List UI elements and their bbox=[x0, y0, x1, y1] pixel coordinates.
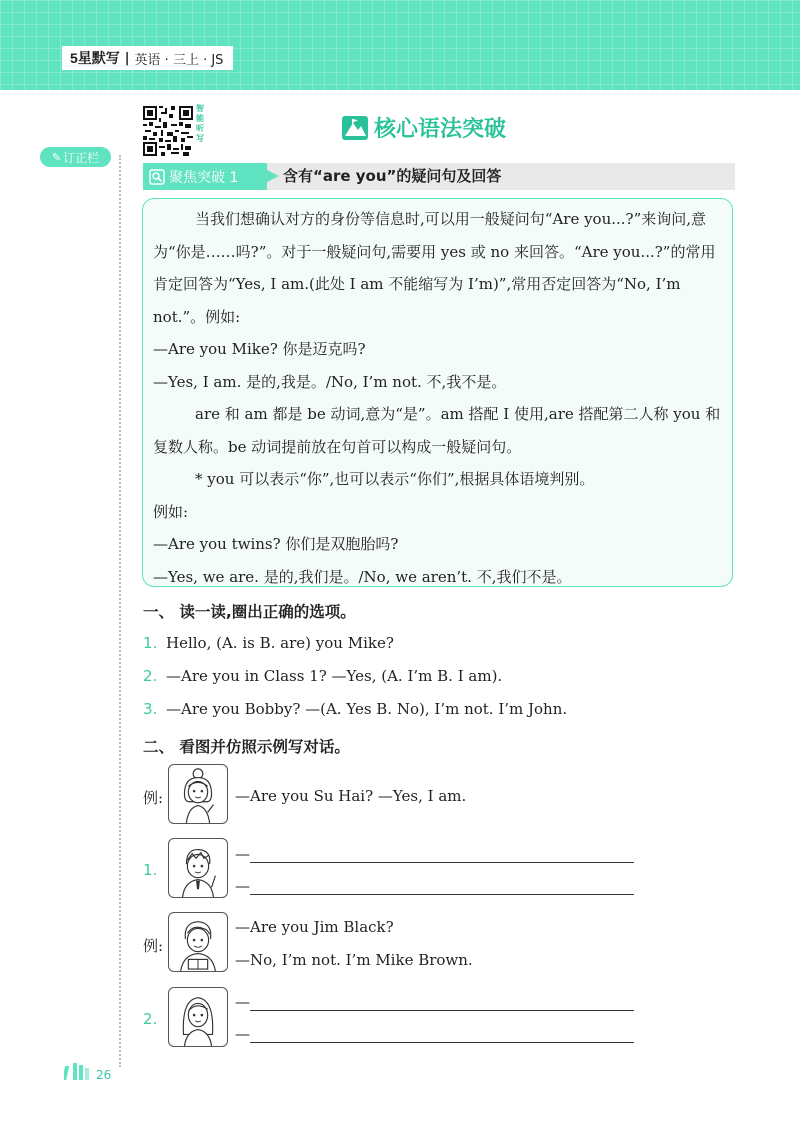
example-1-dialogue: —Are you Su Hai? —Yes, I am. bbox=[235, 787, 467, 805]
boy-icon bbox=[169, 839, 227, 897]
boy-portrait-image bbox=[168, 838, 228, 898]
answer-line[interactable] bbox=[250, 894, 634, 895]
dialogue-dash: — bbox=[235, 1025, 250, 1043]
magnifier-icon bbox=[149, 169, 165, 185]
item-number: 3. bbox=[143, 700, 158, 718]
example-label: 例: bbox=[143, 789, 164, 807]
grammar-example-2-question: —Are you twins? 你们是双胞胎吗? bbox=[153, 535, 399, 553]
exercise-1-heading: 一、 读一读,圈出正确的选项。 bbox=[143, 603, 356, 621]
series-separator: | bbox=[124, 50, 130, 66]
qr-side-label: 智能听写 bbox=[196, 104, 204, 143]
grammar-example-2-answer: —Yes, we are. 是的,我们是。/No, we aren’t. 不,我们不是。 bbox=[153, 567, 572, 586]
grammar-note: * you 可以表示“你”,也可以表示“你们”,根据具体语境判别。 bbox=[195, 470, 595, 488]
correction-column-tag bbox=[40, 147, 111, 167]
grammar-box bbox=[142, 198, 733, 587]
grammar-paragraph-2: are 和 am 都是 be 动词,意为“是”。am 搭配 I 使用,are 搭配第二人称 you 和复数人称。be 动词提前放在句首可以构成一般疑问句。 bbox=[153, 405, 721, 456]
item-text[interactable]: —Are you in Class 1? —Yes, (A. I’m B. I am). bbox=[166, 667, 503, 685]
girl-long-hair-icon bbox=[169, 988, 227, 1046]
grammar-paragraph-1: 当我们想确认对方的身份等信息时,可以用一般疑问句“Are you...?”来询问,意为“你是……吗?”。对于一般疑问句,需要用 yes 或 no 来回答。“Are you...?”的常用肯定回答为“Yes, I am.(此处 I am 不能缩写为 I’m)”,常用否定回答为“No, I’m not.”。例如: bbox=[153, 210, 716, 326]
girl-portrait-image bbox=[168, 764, 228, 824]
item-text[interactable]: Hello, (A. is B. are) you Mike? bbox=[166, 634, 394, 652]
dialogue-dash: — bbox=[235, 845, 250, 863]
section-title-text: 核心语法突破 bbox=[374, 117, 507, 142]
mountain-flag-icon bbox=[342, 116, 368, 140]
girl-icon bbox=[169, 765, 227, 823]
correction-label: 订正栏 bbox=[63, 150, 100, 165]
grammar-example-1-answer: —Yes, I am. 是的,我是。/No, I’m not. 不,我不是。 bbox=[153, 372, 507, 391]
exercise-1-item bbox=[143, 700, 567, 718]
answer-line[interactable] bbox=[250, 862, 634, 863]
answer-line[interactable] bbox=[250, 1010, 634, 1011]
example-2-question: —Are you Jim Black? bbox=[235, 918, 394, 936]
header-band bbox=[0, 0, 800, 90]
arrow-right-icon bbox=[267, 170, 279, 182]
boy-with-book-icon bbox=[169, 913, 227, 971]
qr-code-icon[interactable] bbox=[143, 106, 193, 156]
page-number: 26 bbox=[96, 1068, 112, 1082]
grammar-example-label: 例如: bbox=[153, 502, 189, 521]
mike-portrait-image bbox=[168, 912, 228, 972]
dialogue-dash: — bbox=[235, 877, 250, 895]
section-title bbox=[342, 112, 506, 143]
focus-bar bbox=[143, 163, 735, 190]
dialogue-dash: — bbox=[235, 993, 250, 1011]
exercise-1-item bbox=[143, 667, 502, 685]
focus-tag bbox=[143, 163, 267, 190]
item-number: 1. bbox=[143, 634, 158, 652]
example-2-answer: —No, I’m not. I’m Mike Brown. bbox=[235, 951, 473, 969]
grammar-example-1-question: —Are you Mike? 你是迈克吗? bbox=[153, 340, 366, 358]
focus-tag-label: 聚焦突破 1 bbox=[169, 169, 239, 186]
series-brand: 5星默写 bbox=[70, 50, 120, 66]
exercise-2-heading: 二、 看图并仿照示例写对话。 bbox=[143, 738, 350, 756]
example-label: 例: bbox=[143, 937, 164, 955]
item-2-number: 2. bbox=[143, 1010, 158, 1028]
item-number: 2. bbox=[143, 667, 158, 685]
margin-divider bbox=[119, 155, 121, 1067]
pencil-icon: ✎ bbox=[51, 150, 62, 164]
focus-title: 含有“are you”的疑问句及回答 bbox=[283, 167, 502, 185]
item-1-number: 1. bbox=[143, 861, 158, 879]
books-icon bbox=[64, 1062, 94, 1080]
series-label bbox=[62, 46, 233, 70]
exercise-1-item bbox=[143, 634, 394, 652]
answer-line[interactable] bbox=[250, 1042, 634, 1043]
girl-long-hair-portrait-image bbox=[168, 987, 228, 1047]
series-subject: 英语 · 三上 · JS bbox=[134, 52, 224, 68]
item-text[interactable]: —Are you Bobby? —(A. Yes B. No), I’m not. I’m John. bbox=[166, 700, 568, 718]
